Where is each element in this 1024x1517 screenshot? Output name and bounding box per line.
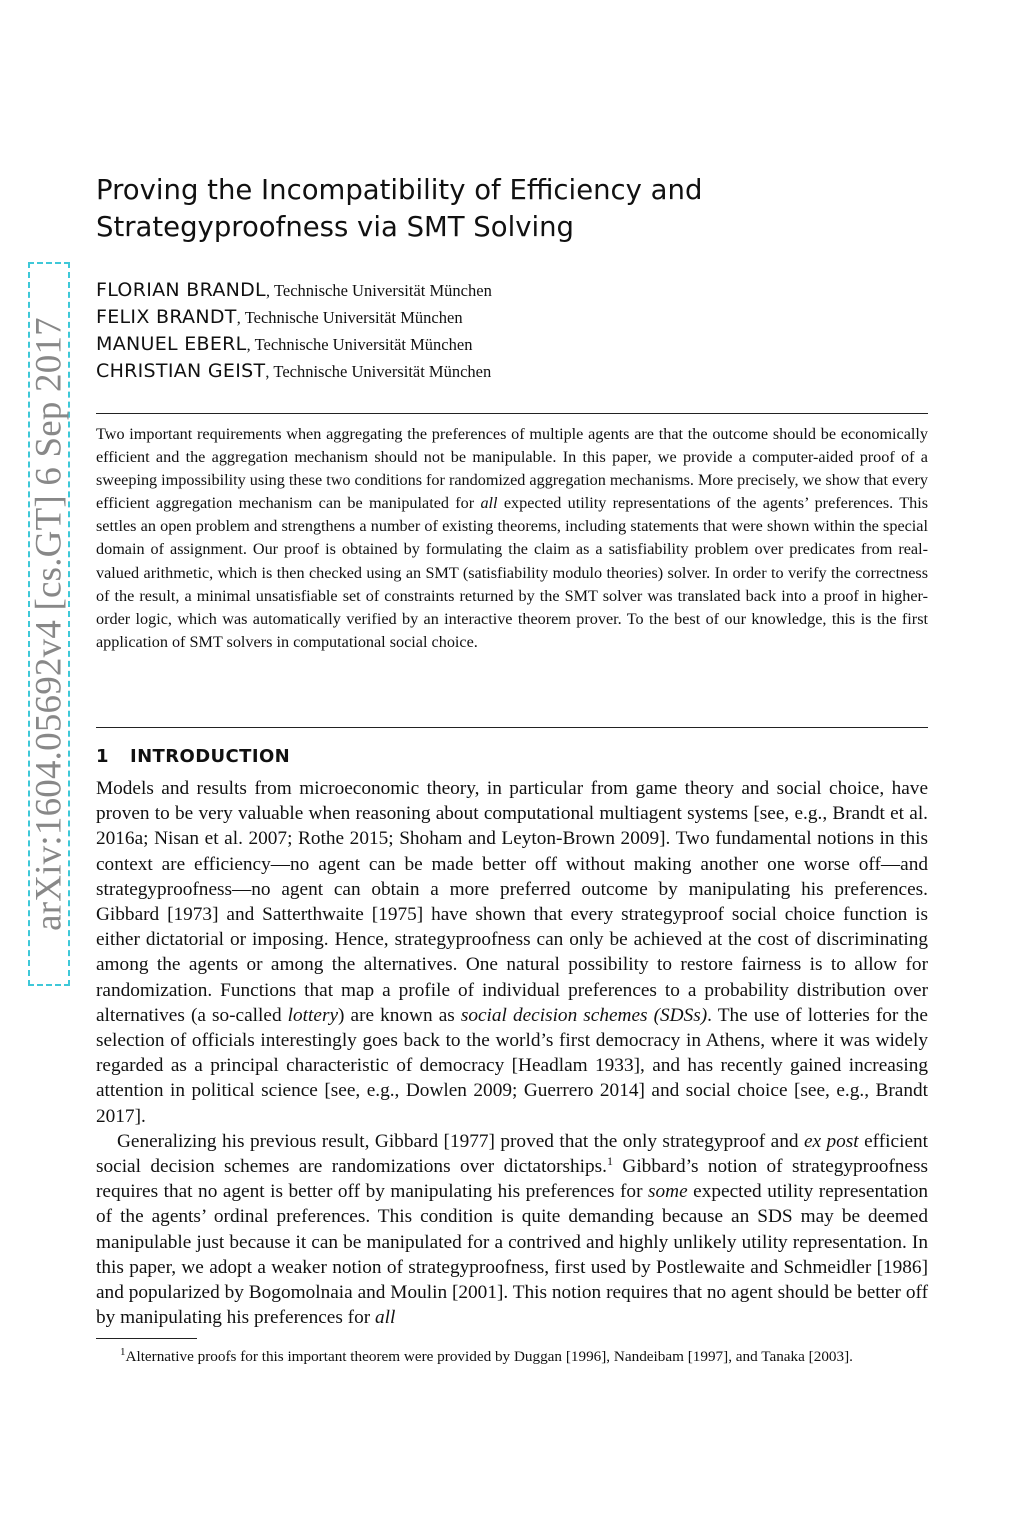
footnote-text <box>96 1346 928 1368</box>
author-name: CHRISTIAN GEIST <box>96 360 266 382</box>
abstract-text <box>96 423 928 654</box>
emphasis-term: all <box>374 1307 396 1329</box>
author-name: FELIX BRANDT <box>96 306 237 328</box>
paragraph-segment: expected utility representation of the agents’ ordinal preferences. This condition is quite demanding because an SDS may be deemed manipulable just because it can be manipulated for a contrived and highly unlikely utility representation. In this paper, we adopt a weaker notion of strategyproofness, first used by Postlewaite and Schmeidler [1986] and popularized by Bogomolnaia and Moulin [2001]. This notion requires that no agent should be better off by manipulating his preferences for <box>96 1181 929 1329</box>
paragraph-segment: Generalizing his previous result, Gibbard [1977] proved that the only strategyproof and <box>117 1130 804 1152</box>
emphasis-term: lottery <box>287 1004 339 1026</box>
abstract-emphasis: all <box>480 494 498 513</box>
author-affiliation: Technische Universität München <box>244 308 463 327</box>
paragraph-segment: Gibbard’s notion of strategyproofness requires that no agent is better off by manipulating his preferences for <box>96 1156 928 1203</box>
arxiv-identifier-stamp <box>28 262 70 986</box>
paragraph <box>96 776 928 1129</box>
footnote-rule <box>96 1338 197 1339</box>
abstract-top-rule <box>96 413 928 414</box>
paragraph-segment: ) are known as <box>338 1004 461 1026</box>
footnote <box>96 1346 928 1368</box>
abstract-bottom-rule <box>96 727 928 728</box>
paragraph-segment: . The use of lotteries for the selection of officials interestingly goes back to the world’s first democracy in Athens, where it was widely regarded as a principal characteristic of democracy [Headlam 1933], and has recently gained increasing attention in political science [see, e.g., Dowlen 2009; Guerrero 2014] and social choice [see, e.g., Brandt 2017]. <box>96 1004 928 1127</box>
body-text <box>96 776 928 1330</box>
emphasis-term: ex post <box>803 1130 859 1152</box>
abstract-text-segment: expected utility representations of the agents’ preferences. This settles an open problem and strengthens a number of existing theorems, including statements that were shown within the special domain of assignment. Our proof is obtained by formulating the claim as a satisfiability problem over predicates from real-valued arithmetic, which is then checked using an SMT (satisfiability modulo theories) solver. In order to verify the correctness of the result, a minimal unsatisfiable set of constraints returned by the SMT solver was translated back into a proof in higher-order logic, which was automatically verified by an interactive theorem prover. To the best of our knowledge, this is the first application of SMT solvers in computational social choice. <box>96 494 928 651</box>
author-entry: FELIX BRANDT, Technische Universität München <box>96 306 463 328</box>
author-name: FLORIAN BRANDL <box>96 279 266 301</box>
author-affiliation: Technische Universität München <box>273 281 492 300</box>
arxiv-stamp-text: arXiv:1604.05692v4 [cs.GT] 6 Sep 2017 <box>28 317 70 931</box>
author-entry: MANUEL EBERL, Technische Universität München <box>96 333 473 355</box>
emphasis-term: social decision schemes (SDSs) <box>460 1004 708 1026</box>
abstract-text-segment: Two important requirements when aggregating the preferences of multiple agents are that the outcome should be economically efficient and the aggregation mechanism should not be manipulable. In this paper, we provide a computer-aided proof of a sweeping impossibility using these two conditions for randomized aggregation mechanisms. More precisely, we show that every efficient aggregation mechanism can be manipulated for <box>96 425 928 513</box>
footnote-marker[interactable]: 1 <box>607 1154 613 1169</box>
author-name: MANUEL EBERL <box>96 333 247 355</box>
section-number: 1 <box>96 746 109 767</box>
author-entry: CHRISTIAN GEIST, Technische Universität München <box>96 360 492 382</box>
section-title: INTRODUCTION <box>130 746 291 767</box>
paragraph <box>96 1129 928 1331</box>
paper-title: Proving the Incompatibility of Efficiency and Strategyproofness via SMT Solving <box>96 174 703 243</box>
author-entry: FLORIAN BRANDL, Technische Universität München <box>96 279 492 301</box>
footnote-number: 1 <box>120 1346 126 1358</box>
emphasis-term: some <box>648 1181 688 1203</box>
paragraph-segment: Models and results from microeconomic theory, in particular from game theory and social choice, have proven to be very valuable when reasoning about computational multiagent systems [see, e.g., Brandt et al. 2016a; Nisan et al. 2007; Rothe 2015; Shoham and Leyton-Brown 2009]. Two fundamental notions in this context are efficiency—no agent can be made better off without making another one worse off—and strategyproofness—no agent can obtain a more preferred outcome by manipulating his preferences. Gibbard [1973] and Satterthwaite [1975] have shown that every strategyproof social choice function is either dictatorial or imposing. Hence, strategyproofness can only be achieved at the cost of discriminating among the agents or among the alternatives. One natural possibility to restore fairness is to allow for randomization. Functions that map a profile of individual preferences to a probability distribution over alternatives (a so-called <box>96 778 928 1026</box>
abstract <box>96 423 928 654</box>
author-affiliation: Technische Universität München <box>273 362 492 381</box>
section-heading <box>96 744 290 770</box>
author-list <box>96 277 796 385</box>
author-affiliation: Technische Universität München <box>254 335 473 354</box>
footnote-body: Alternative proofs for this important theorem were provided by Duggan [1996], Nandeibam [1997], and Tanaka [2003]. <box>125 1348 853 1365</box>
paragraph-segment: efficient social decision schemes are randomizations over dictatorships. <box>96 1130 928 1178</box>
